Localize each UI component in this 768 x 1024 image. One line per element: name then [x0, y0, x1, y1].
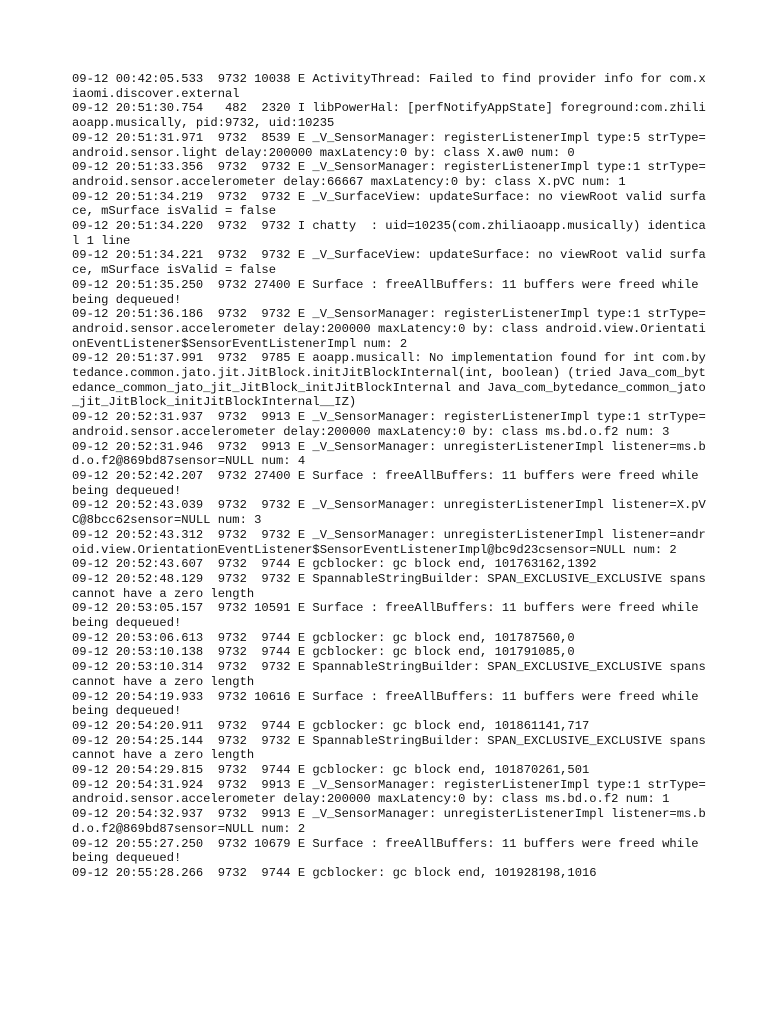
log-line: 09-12 20:54:31.924 9732 9913 E _V_SensorManager: registerListenerImpl type:1 strType=android.sensor.accelerometer delay:200000 maxLatency:0 by: class ms.bd.o.f2 num: 1: [72, 777, 706, 807]
log-line: 09-12 20:52:43.607 9732 9744 E gcblocker: gc block end, 101763162,1392: [72, 557, 597, 572]
log-line: 09-12 20:52:31.937 9732 9913 E _V_SensorManager: registerListenerImpl type:1 strType=android.sensor.accelerometer delay:200000 maxLatency:0 by: class ms.bd.o.f2 num: 3: [72, 410, 706, 439]
log-line: 09-12 20:51:35.250 9732 27400 E Surface : freeAllBuffers: 11 buffers were freed while being dequeued!: [72, 277, 706, 307]
log-line: 09-12 20:55:28.266 9732 9744 E gcblocker: gc block end, 101928198,1016: [72, 865, 597, 880]
log-line: 09-12 20:52:48.129 9732 9732 E SpannableStringBuilder: SPAN_EXCLUSIVE_EXCLUSIVE spans cannot have a zero length: [72, 571, 714, 601]
log-line: 09-12 00:42:05.533 9732 10038 E ActivityThread: Failed to find provider info for com.xiaomi.discover.external: [72, 72, 706, 101]
log-line: 09-12 20:53:06.613 9732 9744 E gcblocker: gc block end, 101787560,0: [72, 630, 575, 645]
log-line: 09-12 20:54:20.911 9732 9744 E gcblocker: gc block end, 101861141,717: [72, 718, 590, 733]
log-line: 09-12 20:51:34.219 9732 9732 E _V_SurfaceView: updateSurface: no viewRoot valid surface, mSurface isValid = false: [72, 189, 706, 219]
log-line: 09-12 20:51:34.220 9732 9732 I chatty : uid=10235(com.zhiliaoapp.musically) identical 1 line: [72, 219, 706, 248]
log-line: 09-12 20:51:34.221 9732 9732 E _V_SurfaceView: updateSurface: no viewRoot valid surface, mSurface isValid = false: [72, 248, 706, 278]
log-line: 09-12 20:53:10.314 9732 9732 E SpannableStringBuilder: SPAN_EXCLUSIVE_EXCLUSIVE spans cannot have a zero length: [72, 660, 714, 689]
log-line: 09-12 20:51:31.971 9732 8539 E _V_SensorManager: registerListenerImpl type:5 strType=android.sensor.light delay:200000 maxLatency:0 by: class X.aw0 num: 0: [72, 130, 706, 160]
log-line: 09-12 20:55:27.250 9732 10679 E Surface : freeAllBuffers: 11 buffers were freed while being dequeued!: [72, 836, 706, 866]
log-line: 09-12 20:52:43.039 9732 9732 E _V_SensorManager: unregisterListenerImpl listener=X.pVC@8bcc62sensor=NULL num: 3: [72, 498, 706, 528]
log-line: 09-12 20:53:05.157 9732 10591 E Surface : freeAllBuffers: 11 buffers were freed while being dequeued!: [72, 601, 706, 631]
log-line: 09-12 20:51:33.356 9732 9732 E _V_SensorManager: registerListenerImpl type:1 strType=android.sensor.accelerometer delay:66667 maxLatency:0 by: class X.pVC num: 1: [72, 160, 706, 189]
log-line: 09-12 20:54:32.937 9732 9913 E _V_SensorManager: unregisterListenerImpl listener=ms.bd.o.f2@869bd87sensor=NULL num: 2: [72, 807, 706, 836]
log-line: 09-12 20:52:31.946 9732 9913 E _V_SensorManager: unregisterListenerImpl listener=ms.bd.o.f2@869bd87sensor=NULL num: 4: [72, 439, 706, 469]
log-line: 09-12 20:51:37.991 9732 9785 E aoapp.musicall: No implementation found for int com.bytedance.common.jato.jit.JitBlock.initJitBlockInternal(int, boolean) (tried Java_com_bytedance_common_jato_jit_JitBlock_initJitBlockInternal and Java_com_bytedance_common_jato_jit_JitBlock_initJitBlockInternal__IZ): [72, 351, 706, 410]
log-line: 09-12 20:51:30.754 482 2320 I libPowerHal: [perfNotifyAppState] foreground:com.zhiliaoapp.musically, pid:9732, uid:10235: [72, 101, 706, 131]
log-line: 09-12 20:52:42.207 9732 27400 E Surface : freeAllBuffers: 11 buffers were freed while being dequeued!: [72, 468, 706, 498]
log-line: 09-12 20:53:10.138 9732 9744 E gcblocker: gc block end, 101791085,0: [72, 645, 575, 660]
log-line: 09-12 20:54:29.815 9732 9744 E gcblocker: gc block end, 101870261,501: [72, 763, 590, 778]
log-line: 09-12 20:51:36.186 9732 9732 E _V_SensorManager: registerListenerImpl type:1 strType=android.sensor.accelerometer delay:200000 maxLatency:0 by: class android.view.OrientationEventListener$SensorEventListenerImpl num: 2: [72, 307, 706, 351]
log-document: [72, 72, 712, 881]
log-line: 09-12 20:52:43.312 9732 9732 E _V_SensorManager: unregisterListenerImpl listener=android.view.OrientationEventListener$SensorEventListenerImpl@bc9d23csensor=NULL num: 2: [72, 527, 706, 557]
log-line: 09-12 20:54:19.933 9732 10616 E Surface : freeAllBuffers: 11 buffers were freed while being dequeued!: [72, 689, 706, 719]
log-line: 09-12 20:54:25.144 9732 9732 E SpannableStringBuilder: SPAN_EXCLUSIVE_EXCLUSIVE spans cannot have a zero length: [72, 733, 714, 763]
